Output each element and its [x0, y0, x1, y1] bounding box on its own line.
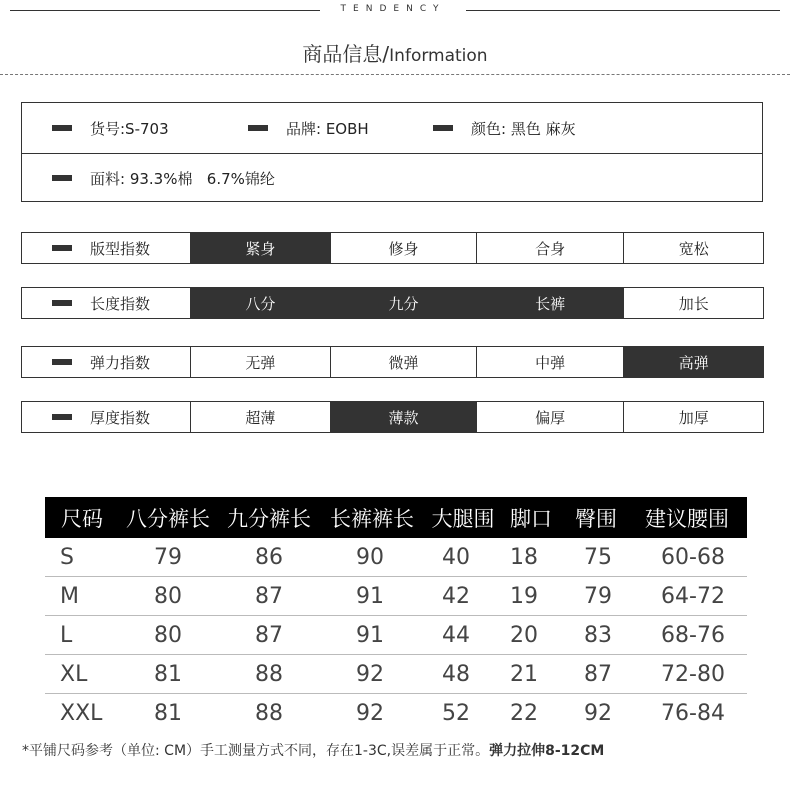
divider-line	[10, 10, 320, 11]
size-value-cell: 88	[255, 700, 283, 726]
size-value-cell: 79	[154, 544, 182, 570]
size-label-cell: XXL	[60, 700, 103, 726]
bar-icon	[52, 175, 72, 181]
size-header-cell: 大腿围	[431, 506, 495, 531]
size-value-cell: 88	[255, 661, 283, 687]
index-row	[21, 401, 764, 433]
size-header-cell: 九分裤长	[227, 506, 311, 531]
size-value-cell: 80	[154, 622, 182, 648]
product-info-box	[21, 102, 763, 202]
size-table-header	[45, 497, 747, 538]
index-label	[22, 288, 190, 318]
size-value-cell: 60-68	[661, 544, 725, 570]
size-value-cell: 86	[255, 544, 283, 570]
size-value-cell: 40	[442, 544, 470, 570]
size-row	[45, 538, 747, 577]
size-value-cell: 64-72	[661, 583, 725, 609]
index-option: 偏厚	[476, 402, 624, 432]
size-value-cell: 91	[356, 622, 384, 648]
index-option: 中弹	[476, 347, 624, 377]
index-option: 紧身	[190, 233, 331, 263]
size-value-cell: 22	[510, 700, 538, 726]
index-label-text: 弹力指数	[90, 353, 151, 372]
size-value-cell: 92	[356, 661, 384, 687]
index-label-text: 长度指数	[90, 294, 151, 313]
size-value-cell: 19	[510, 583, 538, 609]
size-value-cell: 91	[356, 583, 384, 609]
size-header-cell: 臀围	[575, 506, 617, 531]
size-label-cell: L	[60, 622, 73, 648]
size-value-cell: 48	[442, 661, 470, 687]
size-value-cell: 92	[356, 700, 384, 726]
index-label-text: 厚度指数	[90, 408, 151, 427]
index-label	[22, 233, 190, 263]
item-number-text: 货号:S-703	[90, 119, 169, 138]
size-header-cell: 八分裤长	[126, 506, 210, 531]
index-option: 微弹	[330, 347, 476, 377]
info-row	[22, 103, 762, 154]
size-value-cell: 75	[584, 544, 612, 570]
note-text: *平铺尺码参考（单位: CM）手工测量方式不同，存在1-3C,误差属于正常。	[22, 743, 490, 759]
dashed-divider	[0, 74, 790, 75]
size-value-cell: 83	[584, 622, 612, 648]
index-label	[22, 347, 190, 377]
size-value-cell: 68-76	[661, 622, 725, 648]
bar-icon	[52, 300, 72, 306]
size-header-cell: 长裤裤长	[330, 506, 414, 531]
bar-icon	[248, 125, 268, 131]
size-value-cell: 42	[442, 583, 470, 609]
size-label-cell: M	[60, 583, 79, 609]
index-label	[22, 402, 190, 432]
size-value-cell: 87	[584, 661, 612, 687]
brand-bar	[0, 4, 790, 18]
size-value-cell: 79	[584, 583, 612, 609]
size-row	[45, 616, 747, 655]
size-value-cell: 44	[442, 622, 470, 648]
index-option: 合身	[476, 233, 624, 263]
size-value-cell: 18	[510, 544, 538, 570]
section-title	[0, 38, 790, 67]
size-value-cell: 92	[584, 700, 612, 726]
size-value-cell: 81	[154, 661, 182, 687]
size-header-cell: 尺码	[61, 506, 103, 531]
divider-line	[466, 10, 780, 11]
index-option: 加厚	[623, 402, 763, 432]
size-value-cell: 80	[154, 583, 182, 609]
title-en: Information	[389, 46, 488, 66]
bar-icon	[52, 414, 72, 420]
size-header-cell: 建议腰围	[645, 506, 729, 531]
size-value-cell: 81	[154, 700, 182, 726]
brand-text: 品牌: EOBH	[286, 119, 369, 138]
size-value-cell: 90	[356, 544, 384, 570]
size-value-cell: 21	[510, 661, 538, 687]
size-table-body	[45, 538, 747, 732]
bar-icon	[433, 125, 453, 131]
index-option: 薄款	[330, 402, 476, 432]
bar-icon	[52, 125, 72, 131]
index-option: 九分	[330, 288, 476, 318]
size-note	[22, 740, 604, 760]
fabric-text: 面料: 93.3%棉 6.7%锦纶	[90, 169, 275, 188]
color-text: 颜色: 黑色 麻灰	[471, 119, 576, 138]
size-value-cell: 87	[255, 583, 283, 609]
size-value-cell: 52	[442, 700, 470, 726]
size-value-cell: 72-80	[661, 661, 725, 687]
index-option: 宽松	[623, 233, 763, 263]
size-table	[45, 497, 747, 732]
size-label-cell: XL	[60, 661, 88, 687]
bar-icon	[52, 245, 72, 251]
index-option: 长裤	[476, 288, 624, 318]
index-label-text: 版型指数	[90, 239, 151, 258]
size-header-cell: 脚口	[510, 506, 552, 531]
info-row	[22, 153, 762, 203]
size-row	[45, 577, 747, 616]
index-option: 无弹	[190, 347, 331, 377]
index-row	[21, 232, 764, 264]
brand-info	[248, 118, 369, 139]
size-row	[45, 694, 747, 732]
index-row	[21, 346, 764, 378]
fabric-info	[52, 168, 275, 189]
size-row	[45, 655, 747, 694]
color-info	[433, 118, 576, 139]
note-bold-text: 弹力拉伸8-12CM	[489, 743, 605, 759]
size-value-cell: 76-84	[661, 700, 725, 726]
index-option: 加长	[623, 288, 763, 318]
item-number	[52, 118, 169, 139]
size-value-cell: 87	[255, 622, 283, 648]
size-value-cell: 20	[510, 622, 538, 648]
index-option: 八分	[190, 288, 331, 318]
bar-icon	[52, 359, 72, 365]
index-option: 修身	[330, 233, 476, 263]
index-option: 超薄	[190, 402, 331, 432]
size-label-cell: S	[60, 544, 74, 570]
index-option: 高弹	[623, 347, 763, 377]
brand-name: TENDENCY	[340, 4, 446, 14]
index-row	[21, 287, 764, 319]
title-cn: 商品信息/	[302, 42, 390, 66]
